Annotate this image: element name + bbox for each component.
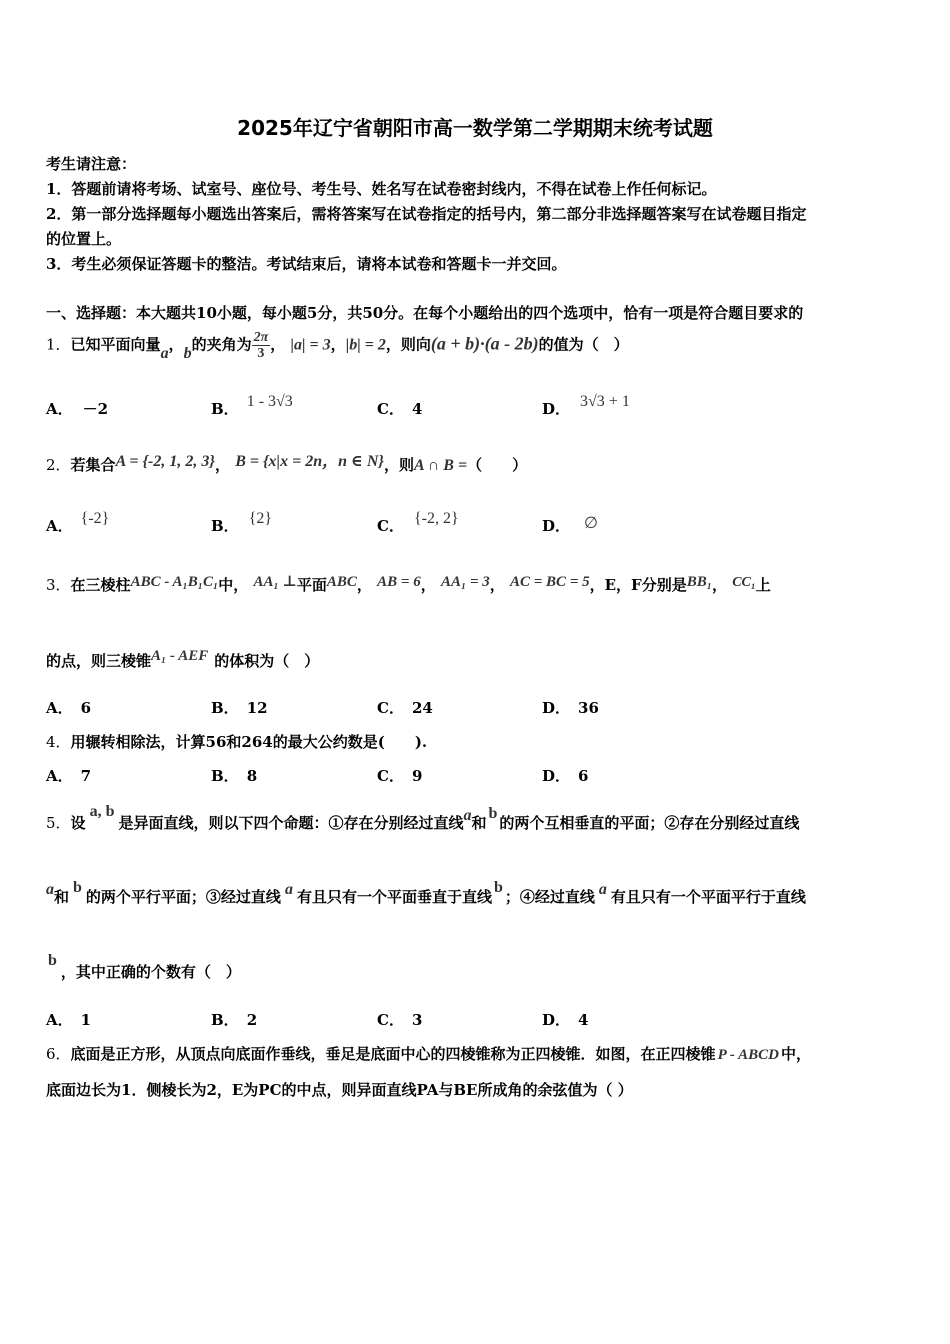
option-text: 4 <box>411 400 423 418</box>
q1-vector-a: a <box>160 344 169 362</box>
q5-line-a: a <box>463 807 472 824</box>
option-text: 12 <box>246 699 268 717</box>
q3-ab: AB = 6 <box>377 574 421 590</box>
option-text: 8 <box>246 767 258 785</box>
question-5-line3 <box>46 952 241 982</box>
q1-sep: ， <box>270 335 286 354</box>
q5-text: 的两个互相垂直的平面；②存在分别经过直线 <box>499 814 800 832</box>
q6-pyramid: P - ABCD <box>717 1047 779 1063</box>
question-6-cont: 底面边长为1．侧棱长为2，E为PC的中点，则异面直线PA与BE所成角的余弦值为（ ） <box>46 1081 633 1099</box>
q1-option-a[interactable] <box>46 398 108 419</box>
question-5 <box>46 803 800 833</box>
option-label: C． <box>377 400 404 418</box>
q1-text: 已知平面向量 <box>70 335 161 354</box>
q1-sep: ， <box>168 335 184 354</box>
option-text: 4 <box>578 1011 589 1029</box>
question-6 <box>46 1043 811 1064</box>
option-text: {-2} <box>80 510 110 527</box>
exam-title: 2025年辽宁省朝阳市高一数学第二学期期末统考试题 <box>237 116 713 140</box>
option-text: {-2, 2} <box>413 510 459 527</box>
option-label: C． <box>377 699 404 717</box>
question-3-cont <box>46 650 319 671</box>
q4-option-c[interactable] <box>377 765 422 786</box>
q5-line-b: b <box>73 879 82 896</box>
q3-text: 的体积为（ ） <box>214 652 320 670</box>
option-label: B． <box>211 517 239 535</box>
option-text: 6 <box>578 767 589 785</box>
q4-number: 4． <box>46 733 71 751</box>
q6-text: 底面是正方形，从顶点向底面作垂线，垂足是底面中心的四棱锥称为正四棱锥．如图，在正四棱锥 <box>70 1045 716 1063</box>
q6-number: 6． <box>46 1045 71 1063</box>
question-3 <box>46 574 771 595</box>
option-label: C． <box>377 767 404 785</box>
q3-sep: ， <box>356 576 372 594</box>
option-label: A． <box>46 400 73 418</box>
option-text: 6 <box>80 699 92 717</box>
q3-text: 平面 <box>296 576 327 594</box>
option-text: －2 <box>82 400 109 418</box>
q3-option-b[interactable] <box>211 697 268 718</box>
q5-line-a: a <box>598 881 607 898</box>
q5-option-c[interactable] <box>377 1009 422 1030</box>
q3-sep: ， <box>420 576 436 594</box>
q1-mod-b: |b| = 2 <box>345 336 386 354</box>
q5-lines-ab: a, b <box>89 803 115 820</box>
notice-item-2-cont: 的位置上。 <box>46 230 122 248</box>
q5-option-a[interactable] <box>46 1009 91 1030</box>
q3-aa1: AA₁ = 3 <box>440 574 490 590</box>
question-4 <box>46 731 427 752</box>
q3-sep: ， <box>489 576 505 594</box>
notice-item-1: 1．答题前请将考场、试室号、座位号、考生号、姓名写在试卷密封线内，不得在试卷上作任何标记。 <box>46 180 717 198</box>
option-text: 3 <box>411 1011 423 1029</box>
option-label: B． <box>211 400 239 418</box>
option-label: A． <box>46 699 73 717</box>
q2-option-d[interactable] <box>542 515 598 536</box>
option-label: C． <box>377 1011 404 1029</box>
q1-option-c[interactable] <box>377 398 422 419</box>
q2-text: 若集合 <box>70 456 116 474</box>
option-text: {2} <box>248 510 273 527</box>
q1-frac-num: 2π <box>253 330 269 345</box>
notice-item-2: 2．第一部分选择题每小题选出答案后，需将答案写在试卷指定的括号内，第二部分非选择题答案写在试卷题目指定 <box>46 205 807 223</box>
q1-angle-fraction <box>252 330 271 361</box>
q2-text: （ ） <box>467 456 528 474</box>
option-text: 9 <box>411 767 423 785</box>
option-text: ∅ <box>584 515 598 532</box>
q3-number: 3． <box>46 576 71 594</box>
q4-option-b[interactable] <box>211 765 257 786</box>
option-label: D． <box>542 767 571 785</box>
q2-option-b[interactable] <box>211 510 273 536</box>
q1-frac-den: 3 <box>257 346 265 361</box>
option-label: B． <box>211 1011 239 1029</box>
option-text: 2 <box>246 1011 258 1029</box>
section-heading: 一、选择题：本大题共10小题，每小题5分，共50分。在每个小题给出的四个选项中，恰有一项是符合题目要求的 <box>46 304 804 322</box>
q2-number: 2． <box>46 456 71 474</box>
option-text: 3√3 + 1 <box>580 393 630 410</box>
q2-set-b: B = {x|x = 2n，n ∈ N} <box>235 453 384 470</box>
option-label: D． <box>542 400 571 418</box>
q1-text: ，则向 <box>385 335 431 354</box>
q5-text: 有且只有一个平面平行于直线 <box>610 888 806 906</box>
option-label: B． <box>211 767 239 785</box>
notice-item-3: 3．考生必须保证答题卡的整洁。考试结束后，请将本试卷和答题卡一并交回。 <box>46 255 567 273</box>
option-label: D． <box>542 517 571 535</box>
option-label: D． <box>542 699 571 717</box>
option-label: A． <box>46 1011 73 1029</box>
q5-text: 有且只有一个平面垂直于直线 <box>296 888 492 906</box>
option-label: A． <box>46 517 73 535</box>
q3-prism: ABC - A₁B₁C₁ <box>130 574 219 590</box>
option-text: 1 - 3√3 <box>246 393 293 410</box>
question-5-line2 <box>46 879 806 907</box>
q5-text: 的两个平行平面；③经过直线 <box>85 888 281 906</box>
q1-number: 1． <box>46 335 71 354</box>
q5-text: 和 <box>54 888 70 906</box>
q3-cc1: CC₁ <box>732 575 756 590</box>
q5-line-a: a <box>46 881 54 898</box>
q4-text: 用辗转相除法，计算56和264的最大公约数是( ). <box>70 733 428 751</box>
q5-option-d[interactable] <box>542 1009 588 1030</box>
q2-sep: ， <box>214 456 230 474</box>
q2-text: ，则 <box>383 456 414 474</box>
q5-text: 和 <box>471 814 487 832</box>
q5-text: 设 <box>70 814 86 832</box>
q5-line-b: b <box>488 805 498 822</box>
option-text: 36 <box>578 699 599 717</box>
q3-text: 上 <box>755 576 771 594</box>
q2-option-a[interactable] <box>46 510 110 536</box>
q1-option-d[interactable] <box>542 393 630 419</box>
q1-text: 的夹角为 <box>191 335 252 354</box>
q1-mod-a: |a| = 3 <box>290 336 331 354</box>
q6-text: 中， <box>780 1045 811 1063</box>
q5-text: ；④经过直线 <box>504 888 595 906</box>
q5-number: 5． <box>46 814 71 832</box>
q3-bb1: BB₁ <box>686 574 712 590</box>
q3-option-d[interactable] <box>542 697 599 718</box>
q5-line-a: a <box>284 881 293 898</box>
q2-set-a: A = {-2, 1, 2, 3} <box>115 453 215 470</box>
q5-line-b: b <box>493 879 503 896</box>
q3-text: 的点，则三棱锥 <box>46 652 152 670</box>
q3-text: 在三棱柱 <box>70 576 131 594</box>
option-text: 24 <box>411 699 433 717</box>
option-text: 7 <box>80 767 92 785</box>
option-label: A． <box>46 767 73 785</box>
q1-sep: ， <box>330 335 346 354</box>
option-label: C． <box>377 517 404 535</box>
option-label: B． <box>211 699 239 717</box>
q3-text: 中， <box>218 576 249 594</box>
q1-expression: (a + b)·(a - 2b) <box>430 333 539 354</box>
q5-option-b[interactable] <box>211 1009 257 1030</box>
question-1 <box>46 330 629 361</box>
q3-text: ，E，F分别是 <box>589 576 687 594</box>
q3-plane: ABC <box>326 574 357 590</box>
q3-sep: ， <box>711 576 727 594</box>
notice-heading: 考生请注意： <box>46 155 137 173</box>
q2-expression: A ∩ B = <box>413 457 468 474</box>
q5-line-b: b <box>48 952 57 969</box>
q5-text: 是异面直线，则以下四个命题：①存在分别经过直线 <box>118 814 464 832</box>
q3-acbc: AC = BC = 5 <box>510 574 590 590</box>
question-2 <box>46 452 527 475</box>
option-text: 1 <box>80 1011 92 1029</box>
q3-pyramid: A₁ - AEF <box>151 648 209 664</box>
q5-text: ，其中正确的个数有（ ） <box>60 963 241 981</box>
q3-option-c[interactable] <box>377 697 433 718</box>
q4-option-d[interactable] <box>542 765 588 786</box>
q3-perpendicular: AA₁ ⊥ <box>253 574 297 590</box>
q2-option-c[interactable] <box>377 510 459 536</box>
q4-option-a[interactable] <box>46 765 91 786</box>
option-label: D． <box>542 1011 571 1029</box>
q1-vector-b: b <box>183 344 192 362</box>
q1-text: 的值为（ ） <box>538 335 629 354</box>
q3-option-a[interactable] <box>46 697 91 718</box>
q1-option-b[interactable] <box>211 393 293 419</box>
